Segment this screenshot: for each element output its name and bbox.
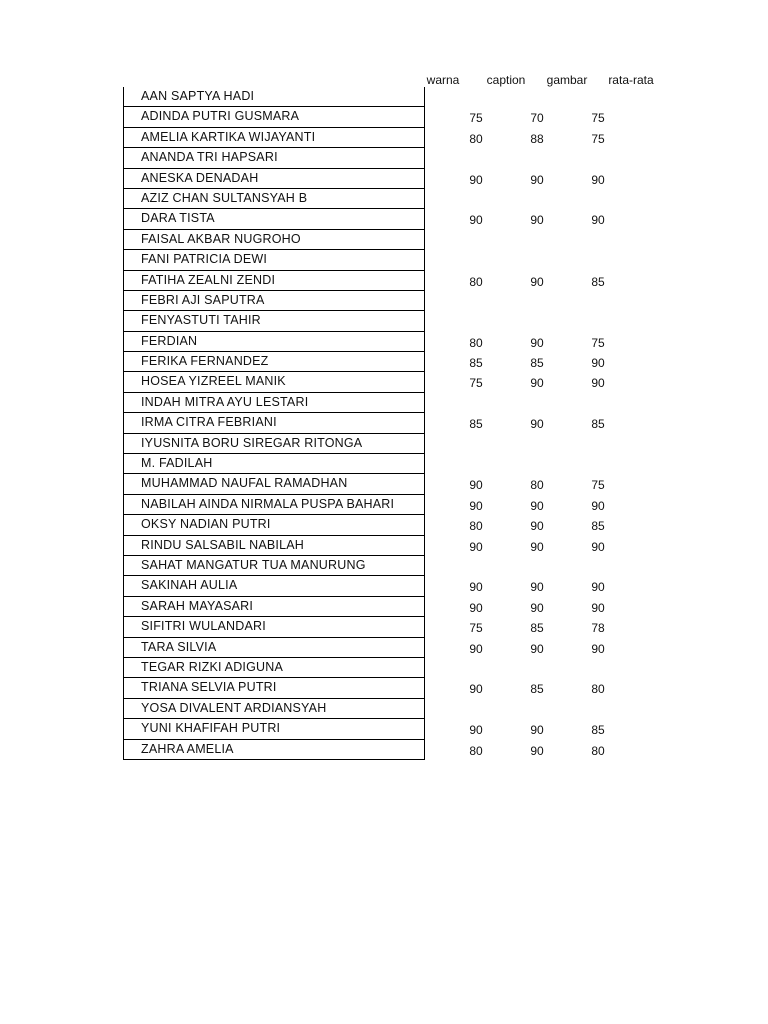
table-row (124, 514, 605, 534)
student-name: FERIKA FERNANDEZ (141, 354, 269, 369)
score-warna: 75 (469, 621, 483, 636)
score-gambar: 75 (591, 111, 605, 126)
table-row (124, 310, 424, 330)
score-gambar: 80 (591, 743, 605, 758)
score-gambar: 90 (591, 356, 605, 371)
table-row (124, 575, 605, 595)
score-gambar: 80 (591, 682, 605, 697)
student-name: RINDU SALSABIL NABILAH (141, 537, 305, 552)
table-row (124, 616, 605, 636)
table-row (124, 371, 605, 391)
score-caption: 90 (530, 580, 544, 595)
student-name: IYUSNITA BORU SIREGAR RITONGA (141, 435, 363, 450)
student-name: MUHAMMAD NAUFAL RAMADHAN (141, 476, 348, 491)
score-gambar: 85 (591, 723, 605, 738)
score-gambar: 90 (591, 641, 605, 656)
score-gambar: 90 (591, 213, 605, 228)
score-gambar: 90 (591, 600, 605, 615)
score-caption: 85 (530, 621, 544, 636)
score-caption: 90 (530, 600, 544, 615)
score-caption: 90 (530, 172, 544, 187)
table-row (124, 168, 605, 188)
student-name: TARA SILVIA (141, 639, 217, 654)
student-name: FENYASTUTI TAHIR (141, 313, 261, 328)
student-name: SIFITRI WULANDARI (141, 619, 266, 634)
header-warna: warna (426, 73, 460, 87)
score-caption: 90 (530, 417, 544, 432)
score-caption: 85 (530, 682, 544, 697)
score-caption: 90 (530, 274, 544, 289)
student-name: AAN SAPTYA HADI (141, 89, 255, 103)
table-row (124, 535, 605, 555)
student-name: OKSY NADIAN PUTRI (141, 517, 271, 532)
student-name: ANANDA TRI HAPSARI (141, 150, 278, 165)
student-name: NABILAH AINDA NIRMALA PUSPA BAHARI (141, 496, 395, 511)
score-warna: 80 (469, 335, 483, 350)
header-caption: caption (486, 73, 526, 87)
table-row (124, 147, 424, 167)
score-caption: 88 (530, 131, 544, 146)
student-name: TRIANA SELVIA PUTRI (141, 680, 277, 695)
score-warna: 90 (469, 723, 483, 738)
table-row (124, 270, 605, 290)
score-caption: 90 (530, 376, 544, 391)
score-warna: 90 (469, 478, 483, 493)
score-caption: 90 (530, 539, 544, 554)
student-name: FANI PATRICIA DEWI (141, 252, 268, 267)
table-row (124, 739, 605, 759)
table-row (124, 718, 605, 738)
score-gambar: 85 (591, 519, 605, 534)
student-name: YUNI KHAFIFAH PUTRI (141, 721, 281, 736)
score-warna: 90 (469, 580, 483, 595)
score-caption: 70 (530, 111, 544, 126)
student-name: ZAHRA AMELIA (141, 741, 234, 756)
score-warna: 80 (469, 131, 483, 146)
score-gambar: 90 (591, 376, 605, 391)
student-name: INDAH MITRA AYU LESTARI (141, 394, 309, 409)
score-caption: 80 (530, 478, 544, 493)
table-row (124, 331, 605, 351)
student-name: SAHAT MANGATUR TUA MANURUNG (141, 557, 366, 572)
table-row (124, 249, 424, 269)
score-gambar: 90 (591, 172, 605, 187)
table-row (124, 453, 424, 473)
student-name: YOSA DIVALENT ARDIANSYAH (141, 700, 327, 715)
table-row (124, 657, 424, 677)
score-warna: 80 (469, 274, 483, 289)
table-row (124, 290, 424, 310)
score-gambar: 85 (591, 274, 605, 289)
table-row (124, 106, 605, 126)
student-name: FEBRI AJI SAPUTRA (141, 292, 265, 307)
table-row (124, 698, 424, 718)
header-rata-rata: rata-rata (608, 73, 654, 87)
score-warna: 85 (469, 417, 483, 432)
student-score-table (123, 87, 605, 760)
student-name: M. FADILAH (141, 456, 213, 471)
table-row (124, 412, 605, 432)
score-warna: 80 (469, 519, 483, 534)
table-row (124, 87, 424, 106)
table-row (124, 494, 605, 514)
table-row (124, 208, 605, 228)
score-gambar: 90 (591, 580, 605, 595)
score-warna: 85 (469, 356, 483, 371)
score-caption: 85 (530, 356, 544, 371)
student-name: SAKINAH AULIA (141, 578, 238, 593)
score-warna: 75 (469, 111, 483, 126)
student-name: AMELIA KARTIKA WIJAYANTI (141, 129, 316, 144)
header-gambar: gambar (546, 73, 588, 87)
score-caption: 90 (530, 743, 544, 758)
student-name: AZIZ CHAN SULTANSYAH B (141, 190, 308, 205)
score-warna: 80 (469, 743, 483, 758)
student-name: SARAH MAYASARI (141, 598, 254, 613)
student-name: TEGAR RIZKI ADIGUNA (141, 659, 284, 674)
score-caption: 90 (530, 519, 544, 534)
score-warna: 90 (469, 641, 483, 656)
score-gambar: 75 (591, 478, 605, 493)
student-name: ANESKA DENADAH (141, 170, 259, 185)
score-warna: 75 (469, 376, 483, 391)
table-row (124, 351, 605, 371)
student-name: FERDIAN (141, 333, 198, 348)
score-caption: 90 (530, 213, 544, 228)
student-name: FAISAL AKBAR NUGROHO (141, 231, 301, 246)
table-row (124, 555, 424, 575)
table-row (124, 127, 605, 147)
score-warna: 90 (469, 498, 483, 513)
student-name: FATIHA ZEALNI ZENDI (141, 272, 276, 287)
table-row (124, 392, 424, 412)
score-warna: 90 (469, 539, 483, 554)
score-gambar: 75 (591, 335, 605, 350)
score-caption: 90 (530, 641, 544, 656)
score-gambar: 90 (591, 539, 605, 554)
table-row (124, 229, 424, 249)
student-name: DARA TISTA (141, 211, 215, 226)
table-row (124, 473, 605, 493)
table-row (124, 637, 605, 657)
table-row (124, 188, 424, 208)
score-warna: 90 (469, 682, 483, 697)
score-caption: 90 (530, 335, 544, 350)
score-warna: 90 (469, 600, 483, 615)
score-warna: 90 (469, 172, 483, 187)
score-caption: 90 (530, 498, 544, 513)
score-caption: 90 (530, 723, 544, 738)
score-gambar: 85 (591, 417, 605, 432)
student-name: ADINDA PUTRI GUSMARA (141, 109, 300, 124)
student-name: IRMA CITRA FEBRIANI (141, 415, 277, 430)
score-warna: 90 (469, 213, 483, 228)
student-name: HOSEA YIZREEL MANIK (141, 374, 286, 389)
table-row (124, 677, 605, 697)
score-gambar: 90 (591, 498, 605, 513)
table-row (124, 596, 605, 616)
table-row (124, 433, 424, 453)
score-gambar: 75 (591, 131, 605, 146)
score-gambar: 78 (591, 621, 605, 636)
